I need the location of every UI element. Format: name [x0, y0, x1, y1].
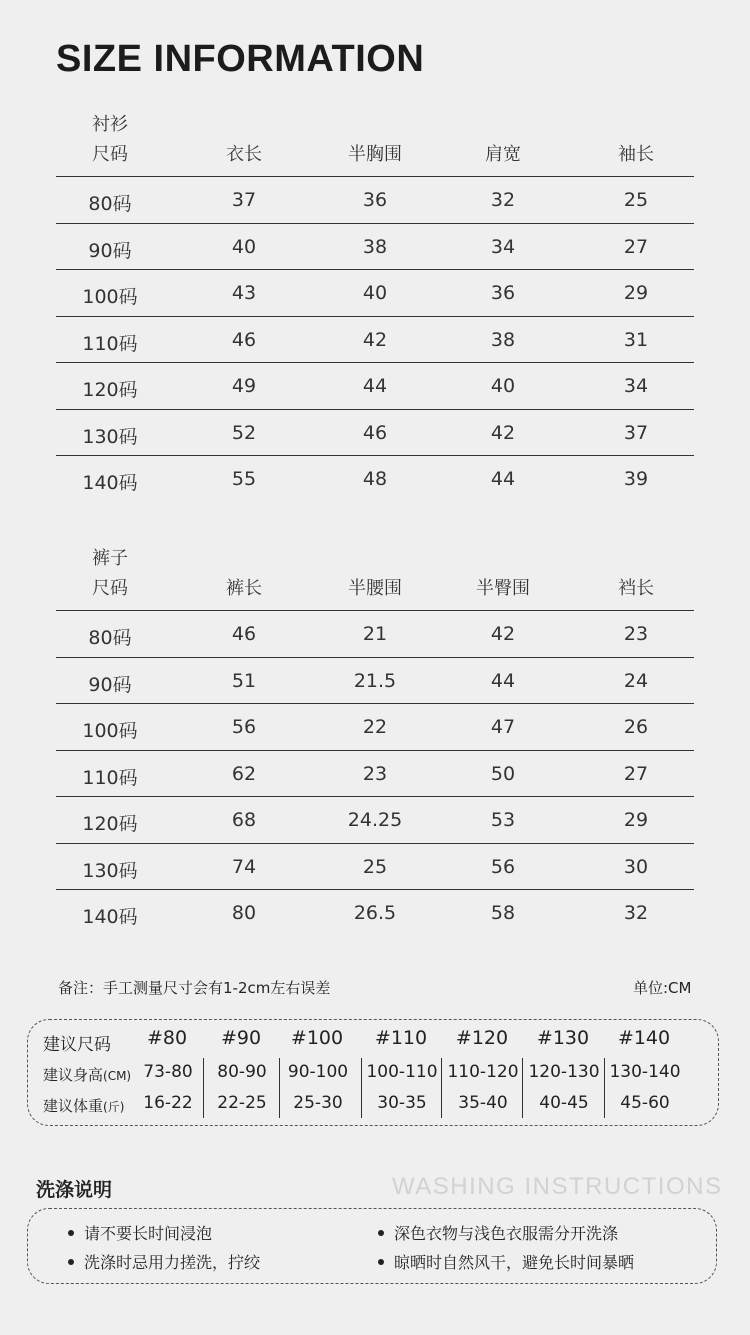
pants-category-label: 裤子 [92, 548, 128, 569]
table-cell: 27 [623, 762, 649, 785]
table-cell: 46 [231, 328, 257, 351]
table-cell: 42 [362, 328, 388, 351]
table-cell: 38 [362, 235, 388, 258]
table-cell: 40 [490, 375, 516, 397]
table-cell: 21.5 [353, 669, 397, 692]
recommend-size: #140 [617, 1027, 671, 1049]
table-row [56, 362, 694, 409]
table-cell: 120码 [82, 813, 138, 835]
recommend-weight-label [43, 1095, 124, 1116]
bullet-icon [68, 1259, 74, 1265]
table-cell: 140码 [82, 472, 138, 494]
column-header: 半臀围 [476, 578, 530, 599]
table-cell: 37 [623, 421, 649, 444]
table-cell: 120码 [82, 379, 138, 401]
table-cell: 140码 [82, 906, 138, 928]
recommend-height: 73-80 [143, 1062, 193, 1082]
table-cell: 130码 [82, 859, 138, 882]
table-cell: 100码 [82, 286, 138, 308]
table-cell: 29 [623, 282, 649, 304]
recommend-height: 130-140 [609, 1062, 681, 1082]
bullet-icon [378, 1230, 384, 1236]
table-header [56, 574, 694, 610]
washing-box [27, 1208, 717, 1284]
table-cell: 42 [490, 623, 516, 645]
table-cell: 23 [623, 623, 649, 645]
washing-title-en: WASHING INSTRUCTIONS [392, 1173, 723, 1200]
table-cell: 31 [623, 328, 649, 351]
recommend-size: #120 [455, 1027, 509, 1049]
washing-item: 深色衣物与浅色衣服需分开洗涤 [378, 1221, 618, 1244]
table-cell: 58 [490, 902, 516, 924]
recommend-weight: 40-45 [539, 1093, 589, 1113]
column-header: 衣长 [226, 144, 262, 165]
recommend-size: #100 [290, 1027, 344, 1049]
recommend-height: 120-130 [528, 1062, 600, 1082]
weight-label-text: 建议体重 [43, 1097, 104, 1115]
recommend-weight: 45-60 [620, 1093, 670, 1113]
weight-unit: (斤) [103, 1100, 125, 1114]
table-cell: 44 [490, 468, 516, 490]
table-cell: 40 [231, 235, 257, 258]
table-cell: 30 [623, 855, 649, 878]
column-header: 半胸围 [348, 144, 402, 165]
table-cell: 34 [623, 375, 649, 397]
table-cell: 80码 [88, 193, 132, 215]
table-row [56, 269, 694, 316]
table-header [56, 140, 694, 176]
table-cell: 23 [362, 762, 388, 785]
table-row [56, 750, 694, 797]
recommend-size: #90 [220, 1027, 262, 1049]
table-cell: 26.5 [353, 902, 397, 924]
table-cell: 48 [362, 468, 388, 490]
table-cell: 25 [623, 189, 649, 211]
table-cell: 32 [623, 902, 649, 924]
recommend-weight: 35-40 [458, 1093, 508, 1113]
table-row [56, 409, 694, 456]
table-cell: 36 [362, 189, 388, 211]
table-cell: 32 [490, 189, 516, 211]
table-row [56, 889, 694, 936]
column-divider [279, 1058, 280, 1118]
table-cell: 74 [231, 855, 257, 878]
table-cell: 46 [231, 623, 257, 645]
washing-title: 洗涤说明 [36, 1179, 113, 1201]
table-row [56, 657, 694, 704]
table-row [56, 316, 694, 363]
table-cell: 36 [490, 282, 516, 304]
table-cell: 110码 [82, 766, 138, 789]
column-divider [203, 1058, 204, 1118]
table-cell: 21 [362, 623, 388, 645]
table-cell: 26 [623, 716, 649, 738]
column-header: 尺码 [92, 578, 128, 599]
table-cell: 39 [623, 468, 649, 490]
column-header: 裤长 [226, 578, 262, 599]
recommend-weight: 16-22 [143, 1093, 193, 1113]
column-header: 裆长 [618, 578, 654, 599]
column-header: 尺码 [92, 144, 128, 165]
table-cell: 56 [490, 855, 516, 878]
table-cell: 90码 [88, 673, 132, 696]
table-cell: 49 [231, 375, 257, 397]
height-unit: (CM) [103, 1069, 132, 1083]
table-cell: 130码 [82, 425, 138, 448]
recommend-weight: 30-35 [377, 1093, 427, 1113]
column-divider [441, 1058, 442, 1118]
recommend-height: 80-90 [217, 1062, 267, 1082]
table-cell: 24 [623, 669, 649, 692]
table-row [56, 455, 694, 502]
measurement-note: 备注：手工测量尺寸会有1-2cm左右误差 [58, 979, 331, 997]
table-cell: 25 [362, 855, 388, 878]
table-cell: 56 [231, 716, 257, 738]
shirt-category-label: 衬衫 [92, 114, 128, 135]
recommend-height-label [43, 1064, 131, 1085]
column-divider [361, 1058, 362, 1118]
column-header: 肩宽 [485, 144, 521, 165]
table-cell: 22 [362, 716, 388, 738]
washing-item: 晾晒时自然风干，避免长时间暴晒 [378, 1250, 634, 1273]
table-row [56, 703, 694, 750]
washing-item: 洗涤时忌用力搓洗，拧绞 [68, 1250, 260, 1273]
column-divider [604, 1058, 605, 1118]
table-row [56, 610, 694, 657]
table-row [56, 223, 694, 270]
table-cell: 34 [490, 235, 516, 258]
table-cell: 27 [623, 235, 649, 258]
table-cell: 50 [490, 762, 516, 785]
recommend-height: 90-100 [287, 1062, 349, 1082]
table-cell: 52 [231, 421, 257, 444]
pants-size-table [56, 574, 694, 936]
recommend-weight: 25-30 [293, 1093, 343, 1113]
recommend-size: #80 [146, 1027, 188, 1049]
recommend-size-label: 建议尺码 [43, 1035, 111, 1055]
washing-item: 请不要长时间浸泡 [68, 1221, 212, 1244]
recommend-height: 100-110 [366, 1062, 438, 1082]
shirt-size-table [56, 140, 694, 502]
bullet-icon [378, 1259, 384, 1265]
table-cell: 90码 [88, 239, 132, 262]
recommend-size: #110 [374, 1027, 428, 1049]
height-label-text: 建议身高 [43, 1066, 104, 1084]
bullet-icon [68, 1230, 74, 1236]
table-cell: 42 [490, 421, 516, 444]
table-cell: 47 [490, 716, 516, 738]
column-header: 半腰围 [348, 578, 402, 599]
table-cell: 68 [231, 809, 257, 831]
column-divider [522, 1058, 523, 1118]
table-cell: 55 [231, 468, 257, 490]
table-row [56, 176, 694, 223]
table-cell: 110码 [82, 332, 138, 355]
table-cell: 37 [231, 189, 257, 211]
table-cell: 43 [231, 282, 257, 304]
table-cell: 100码 [82, 720, 138, 742]
table-cell: 80码 [88, 627, 132, 649]
table-cell: 46 [362, 421, 388, 444]
table-cell: 44 [490, 669, 516, 692]
unit-label: 单位:CM [633, 979, 692, 997]
table-cell: 24.25 [347, 809, 403, 831]
recommend-height: 110-120 [447, 1062, 519, 1082]
table-cell: 44 [362, 375, 388, 397]
table-cell: 40 [362, 282, 388, 304]
table-cell: 29 [623, 809, 649, 831]
column-header: 袖长 [618, 144, 654, 165]
table-cell: 38 [490, 328, 516, 351]
table-row [56, 843, 694, 890]
table-cell: 53 [490, 809, 516, 831]
page-title: SIZE INFORMATION [56, 38, 425, 80]
recommendation-box [27, 1019, 719, 1126]
table-row [56, 796, 694, 843]
recommend-size: #130 [536, 1027, 590, 1049]
recommend-weight: 22-25 [217, 1093, 267, 1113]
table-cell: 51 [231, 669, 257, 692]
table-cell: 80 [231, 902, 257, 924]
table-cell: 62 [231, 762, 257, 785]
